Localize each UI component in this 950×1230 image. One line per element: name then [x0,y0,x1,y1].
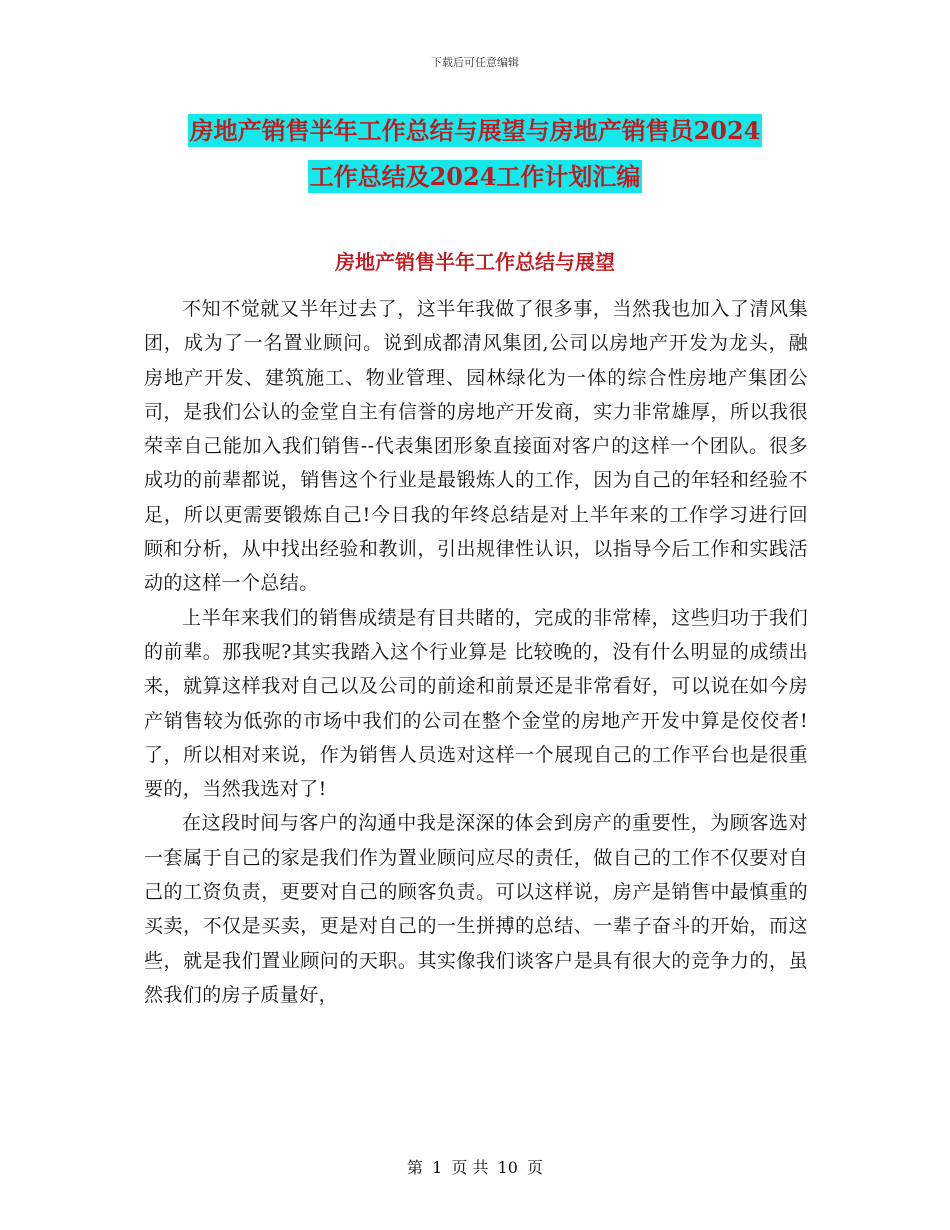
page-footer [0,1155,950,1178]
page-label-mid: 页 共 [451,1158,489,1177]
page-label-prefix: 第 [406,1158,423,1177]
page-label-suffix: 页 [527,1158,544,1177]
paragraph: 不知不觉就又半年过去了，这半年我做了很多事，当然我也加入了清风集团，成为了一名置业顾问。说到成都清风集团,公司以房地产开发为龙头，融房地产开发、建筑施工、物业管理、园林绿化为一体的综合性房地产集团公司，是我们公认的金堂自主有信誉的房地产开发商，实力非常雄厚，所以我很荣幸自己能加入我们销售--代表集团形象直接面对客户的这样一个团队。很多成功的前辈都说，销售这个行业是最锻炼人的工作，因为自己的年轻和经验不足，所以更需要锻炼自己!今日我的年终总结是对上半年来的工作学习进行回顾和分析，从中找出经验和教训，引出规律性认识，以指导今后工作和实践活动的这样一个总结。 [144,298,808,595]
document-title [0,108,950,200]
section-title: 房地产销售半年工作总结与展望 [335,250,615,274]
paragraph: 在这段时间与客户的沟通中我是深深的体会到房产的重要性，为顾客选对一套属于自己的家是我们作为置业顾问应尽的责任，做自己的工作不仅要对自己的工资负责，更要对自己的顾客负责。可以这样说，房产是销售中最慎重的买卖，不仅是买卖，更是对自己的一生拼搏的总结、一辈子奋斗的开始，而这些，就是我们置业顾问的天职。其实像我们谈客户是具有很大的竞争力的，虽然我们的房子质量好， [144,812,808,1006]
page-number: 1 [432,1158,443,1177]
page-total: 10 [497,1158,518,1177]
paragraph: 上半年来我们的销售成绩是有目共睹的，完成的非常棒，这些归功于我们的前辈。那我呢?其实我踏入这个行业算是 比较晚的，没有什么明显的成绩出来，就算这样我对自己以及公司的前途和前景还是非常看好，可以说在如今房产销售较为低弥的市场中我们的公司在整个金堂的房地产开发中算是佼佼者!了，所以相对来说，作为销售人员选对这样一个展现自己的工作平台也是很重要的，当然我选对了! [144,606,808,801]
header-note: 下载后可任意编辑 [431,56,519,69]
document-body [144,292,808,1012]
document-title-line-1: 房地产销售半年工作总结与展望与房地产销售员2024 [189,116,761,145]
document-title-line-2: 工作总结及2024工作计划汇编 [309,162,641,191]
